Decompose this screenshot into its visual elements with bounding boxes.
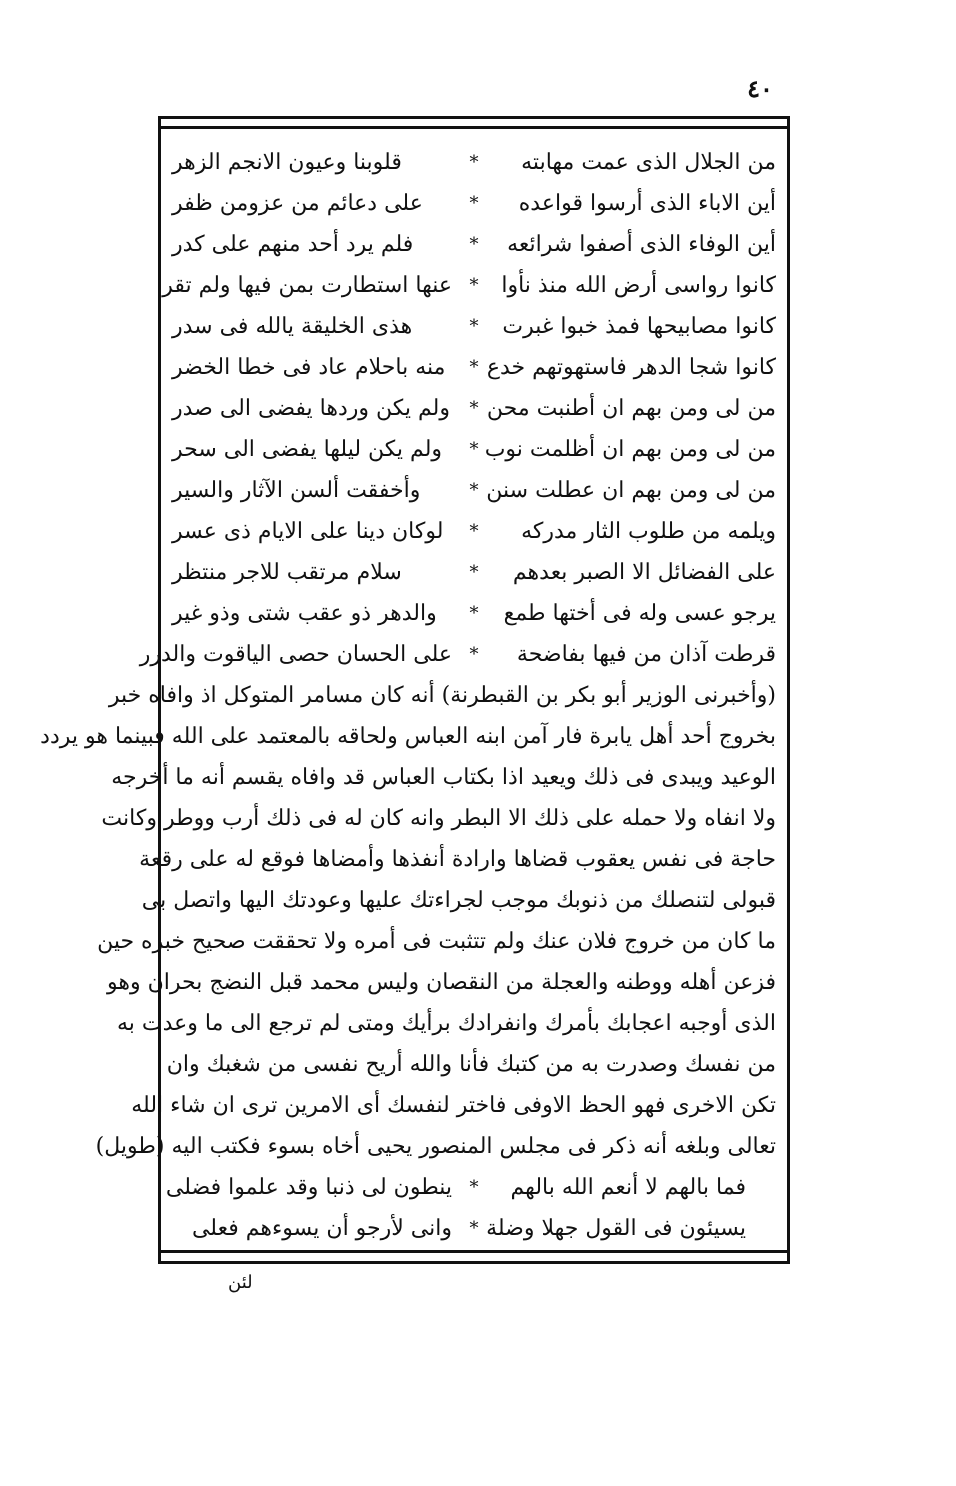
verse-line <box>172 593 776 634</box>
verse-first-hemistich: ويلمه من طلوب الثار مدركه <box>521 519 776 544</box>
prose-line: ما كان من خروج فلان عنك ولم تتثبت فى أمره ولا تحققت صحيح خبره حين <box>97 929 776 954</box>
verse-line <box>165 1167 776 1208</box>
verse-second-hemistich: ولم يكن ليلها يفضى الى سحر <box>172 437 443 462</box>
page-content <box>40 142 776 1249</box>
verse-first-hemistich: يرجو عسى وله فى أختها طمع <box>503 601 776 626</box>
verse-first-hemistich: فما بالهم لا أنعم الله بالهم <box>510 1175 746 1200</box>
verse-line <box>172 306 776 347</box>
verse-separator-star: * <box>469 603 479 624</box>
verse-second-hemistich: وأخفقت ألسن الآثار والسير <box>172 478 421 503</box>
verse-first-hemistich: من لى ومن بهم ان أطنبت محن <box>486 396 776 421</box>
verse-first-hemistich: قرطت آذان من فيها بفاضحة <box>516 642 776 667</box>
verse-separator-star: * <box>469 480 479 501</box>
page-number: ٤٠ <box>747 74 773 103</box>
verse-second-hemistich: على دعائم من عزومن ظفر <box>172 191 423 216</box>
verse-line <box>172 552 776 593</box>
verse-line <box>172 511 776 552</box>
prose-line: قبولى لتنصلك من ذنوبك موجب لجراءتك عليها وعودتك اليها واتصل بى <box>141 888 776 913</box>
verse-second-hemistich: وانى لأرجو أن يسوءهم فعلى <box>191 1216 452 1241</box>
verse-line <box>172 429 776 470</box>
verse-second-hemistich: قلوبنا وعيون الانجم الزهر <box>172 150 402 175</box>
verse-first-hemistich: من لى ومن بهم ان أظلمت نوب <box>484 437 776 462</box>
verse-line <box>172 183 776 224</box>
poem-bottom <box>165 1167 776 1249</box>
verse-second-hemistich: ينطون لى ذنبا وقد علموا فضلى <box>165 1175 452 1200</box>
verse-second-hemistich: سلام مرتقب للاجر منتظر <box>172 560 402 585</box>
prose-line: حاجة فى نفس يعقوب قضاها وارادة أنفذها وأمضاها فوقع له على رقعة <box>139 847 776 872</box>
prose-line: الذى أوجبه اعجابك بأمرك وانفرادك برأيك ومتى لم ترجع الى ما وعدت به <box>116 1011 776 1036</box>
prose-line: تكن الاخرى فهو الحظ الاوفى فاختر لنفسك أى الامرين ترى ان شاء الله <box>131 1093 776 1118</box>
prose-paragraph <box>40 675 776 1167</box>
verse-line <box>172 224 776 265</box>
verse-separator-star: * <box>469 234 479 255</box>
verse-separator-star: * <box>469 316 479 337</box>
prose-line: (وأخبرنى الوزير أبو بكر بن القبطرنة) أنه كان مسامر المتوكل اذ وافاه خبر <box>108 683 776 708</box>
verse-separator-star: * <box>469 521 479 542</box>
verse-separator-star: * <box>469 152 479 173</box>
verse-second-hemistich: لوكان دينا على الايام ذى عسر <box>172 519 444 544</box>
prose-line: فزعن أهله ووطنه والعجلة من النقصان وليس محمد قبل النضج بحران وهو <box>107 970 776 995</box>
poem-top <box>139 142 776 675</box>
verse-second-hemistich: على الحسان حصى الياقوت والدرر <box>139 642 452 667</box>
verse-second-hemistich: منه باحلام عاد فى خطا الخضر <box>172 355 446 380</box>
verse-line <box>172 142 776 183</box>
verse-second-hemistich: هذى الخليقة يالله فى سدر <box>172 314 413 339</box>
verse-first-hemistich: أين الوفاء الذى أصفوا شرائعه <box>507 232 776 257</box>
frame-top-rule <box>158 126 790 129</box>
verse-second-hemistich: فلم يرد أحد منهم على كدر <box>172 232 414 257</box>
verse-line <box>162 265 776 306</box>
prose-line: من نفسك وصدرت به من كتبك فأنا والله أريح نفسى من شغبك وان <box>166 1052 776 1077</box>
frame-bottom-rule <box>158 1250 790 1253</box>
verse-separator-star: * <box>469 398 479 419</box>
verse-first-hemistich: كانوا رواسى أرض الله منذ نأوا <box>501 273 776 298</box>
verse-separator-star: * <box>469 357 479 378</box>
verse-second-hemistich: والدهر ذو عقب شتى وذو غير <box>172 601 437 626</box>
verse-first-hemistich: على الفضائل الا الصبر بعدهم <box>512 560 776 585</box>
prose-line: بخروج أحد أهل يابرة فار آمن ابنه العباس ولحاقه بالمعتمد على الله فبينما هو يردد <box>40 724 776 749</box>
verse-line <box>172 1208 776 1249</box>
prose-line: ولا انفاه ولا حمله على ذلك الا البطر وانه كان له فى ذلك أرب ووطر وكانت <box>101 806 776 831</box>
verse-line <box>172 388 776 429</box>
verse-separator-star: * <box>469 1218 479 1239</box>
verse-second-hemistich: ولم يكن وردها يفضى الى صدر <box>172 396 450 421</box>
verse-line <box>172 347 776 388</box>
verse-separator-star: * <box>469 193 479 214</box>
verse-first-hemistich: من لى ومن بهم ان عطلت سنن <box>486 478 776 503</box>
verse-separator-star: * <box>469 1177 479 1198</box>
verse-line <box>139 634 776 675</box>
verse-separator-star: * <box>469 644 479 665</box>
catchword: لئن <box>228 1272 253 1293</box>
verse-first-hemistich: من الجلال الذى عمت مهابته <box>521 150 776 175</box>
verse-line <box>172 470 776 511</box>
verse-first-hemistich: كانوا مصابيحها فمذ خبوا غبرت <box>502 314 776 339</box>
verse-separator-star: * <box>469 275 479 296</box>
prose-line: الوعيد ويبدى فى ذلك ويعيد اذا بكتاب العباس قد وافاه يقسم أنه ما أخرجه <box>111 765 776 790</box>
verse-separator-star: * <box>469 562 479 583</box>
verse-first-hemistich: كانوا شجا الدهر فاستهوتهم خدع <box>486 355 776 380</box>
verse-second-hemistich: عنها استطارت بمن فيها ولم تقر <box>162 273 452 298</box>
verse-separator-star: * <box>469 439 479 460</box>
prose-line: تعالى وبلغه أنه ذكر فى مجلس المنصور يحيى أخاه بسوء فكتب اليه (طويل) <box>95 1134 776 1159</box>
verse-first-hemistich: أين الاباء الذى أرسوا قواعده <box>518 191 776 216</box>
verse-first-hemistich: يسيئون فى القول جهلا وضلة <box>486 1216 746 1241</box>
